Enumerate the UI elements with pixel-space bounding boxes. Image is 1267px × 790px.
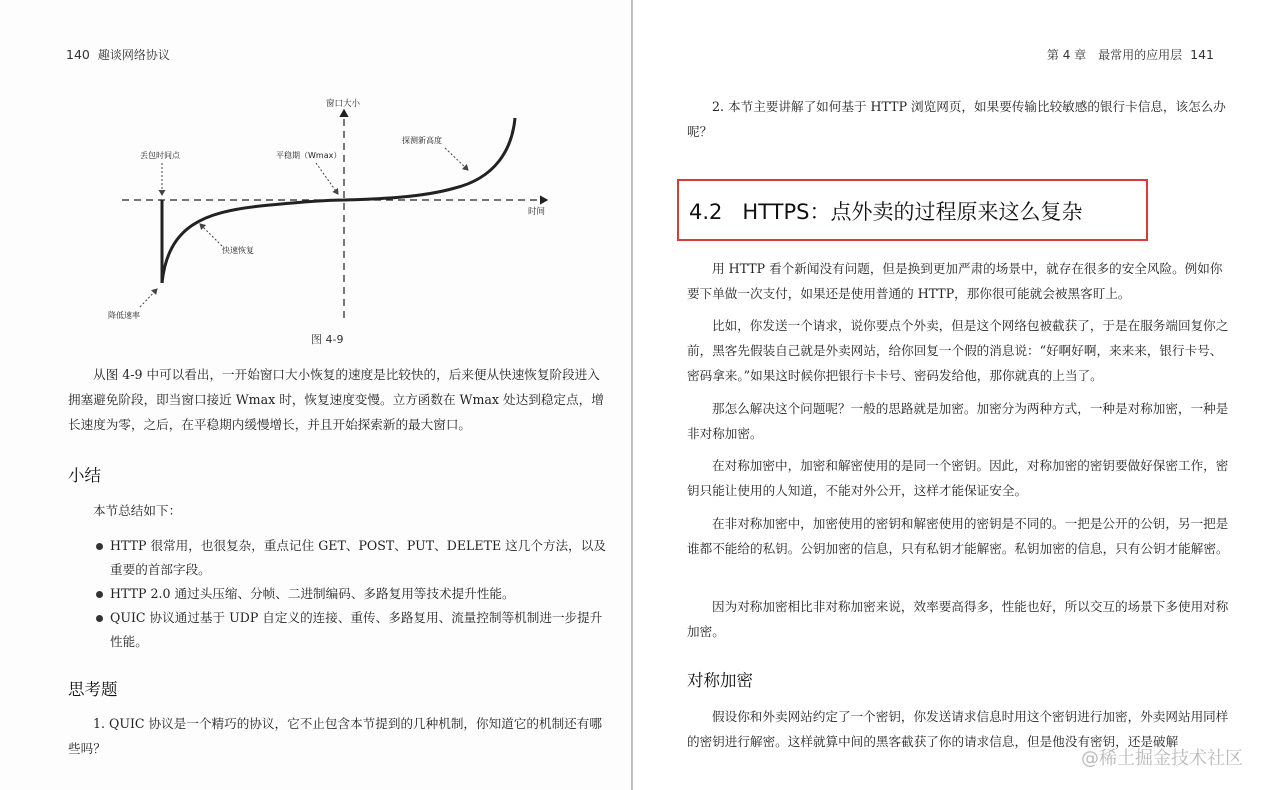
left-page	[0, 0, 632, 790]
cubic-window-figure	[0, 0, 632, 330]
annotation-loss-point: 丢包时间点	[140, 151, 180, 160]
symmetric-encryption-heading: 对称加密	[687, 671, 753, 690]
annotation-probe: 探测新高度	[402, 136, 442, 145]
summary-item: HTTP 2.0 通过头压缩、分帧、二进制编码、多路复用等技术提升性能。	[92, 582, 612, 606]
right-running-title: 第 4 章 最常用的应用层	[1046, 48, 1183, 62]
annotation-fast-recovery: 快速恢复	[222, 246, 254, 255]
watermark: @稀土掘金技术社区	[1081, 748, 1243, 769]
summary-item: HTTP 很常用，也很复杂，重点记住 GET、POST、PUT、DELETE 这几个方法，以及重要的首部字段。	[92, 534, 612, 582]
summary-list	[92, 534, 612, 654]
body-paragraph-last: 假设你和外卖网站约定了一个密钥，你发送请求信息时用这个密钥进行加密，外卖网站用同样的密钥进行解密。这样就算中间的黑客截获了你的请求信息，但是他没有密钥，还是破解	[687, 709, 1229, 749]
y-axis-label: 窗口大小	[326, 99, 361, 109]
summary-heading: 小结	[68, 466, 101, 485]
body-paragraph: 用 HTTP 看个新闻没有问题，但是换到更加严肃的场景中，就存在很多的安全风险。例如你要下单做一次支付，如果还是使用普通的 HTTP，那你很可能就会被黑客盯上。	[687, 261, 1223, 301]
figure-caption: 图 4-9	[311, 333, 344, 346]
annotation-rate-drop: 降低速率	[108, 311, 140, 320]
questions-heading: 思考题	[68, 680, 118, 699]
section-title	[689, 196, 1082, 226]
question-2: 2. 本节主要讲解了如何基于 HTTP 浏览网页，如果要传输比较敏感的银行卡信息，该怎么办呢？	[687, 99, 1226, 139]
section-title-text: HTTPS：点外卖的过程原来这么复杂	[742, 200, 1083, 224]
body-paragraph: 那怎么解决这个问题呢？一般的思路就是加密。加密分为两种方式，一种是对称加密，一种是非对称加密。	[687, 401, 1229, 441]
annotation-fast-recovery-arrow	[200, 224, 222, 246]
summary-intro: 本节总结如下：	[93, 503, 182, 518]
x-axis-label: 时间	[528, 207, 546, 217]
summary-item: QUIC 协议通过基于 UDP 自定义的连接、重传、多路复用、流量控制等机制进一步提升性能。	[92, 606, 612, 654]
body-paragraph: 比如，你发送一个请求，说你要点个外卖，但是这个网络包被截获了，于是在服务端回复你之前，黑客先假装自己就是外卖网站，给你回复一个假的消息说：“好啊好啊，来来来，银行卡号、密码拿来。”如果这时候你把银行卡卡号、密码发给他，那你就真的上当了。	[687, 318, 1229, 383]
annotation-plateau: 平稳期（Wmax）	[276, 151, 342, 160]
section-number: 4.2	[689, 200, 723, 224]
annotation-plateau-arrow	[316, 163, 338, 194]
left-running-title: 趣谈网络协议	[97, 48, 170, 62]
body-paragraph: 在非对称加密中，加密使用的密钥和解密使用的密钥是不同的。一把是公开的公钥，另一把是谁都不能给的私钥。公钥加密的信息，只有私钥才能解密。私钥加密的信息，只有公钥才能解密。	[687, 516, 1229, 556]
annotation-probe-arrow	[445, 148, 468, 170]
annotation-rate-drop-arrow	[140, 289, 157, 307]
body-paragraph: 因为对称加密相比非对称加密来说，效率要高得多，性能也好，所以交互的场景下多使用对称加密。	[687, 599, 1229, 639]
figure-explanation-paragraph: 从图 4-9 中可以看出，一开始窗口大小恢复的速度是比较快的，后来便从快速恢复阶段进入拥塞避免阶段，即当窗口接近 Wmax 时，恢复速度变慢。立方函数在 Wmax 处达到稳定点，增长速度为零，之后，在平稳期内缓慢增长，并且开始探索新的最大窗口。	[68, 367, 604, 432]
right-page-header	[1047, 46, 1214, 63]
right-page-number: 141	[1190, 47, 1214, 62]
body-paragraph: 在对称加密中，加密和解密使用的是同一个密钥。因此，对称加密的密钥要做好保密工作，密钥只能让使用的人知道，不能对外公开，这样才能保证安全。	[687, 458, 1229, 498]
question-1: 1. QUIC 协议是一个精巧的协议，它不止包含本节提到的几种机制，你知道它的机制还有哪些吗？	[68, 716, 602, 756]
left-page-number: 140	[66, 47, 90, 62]
